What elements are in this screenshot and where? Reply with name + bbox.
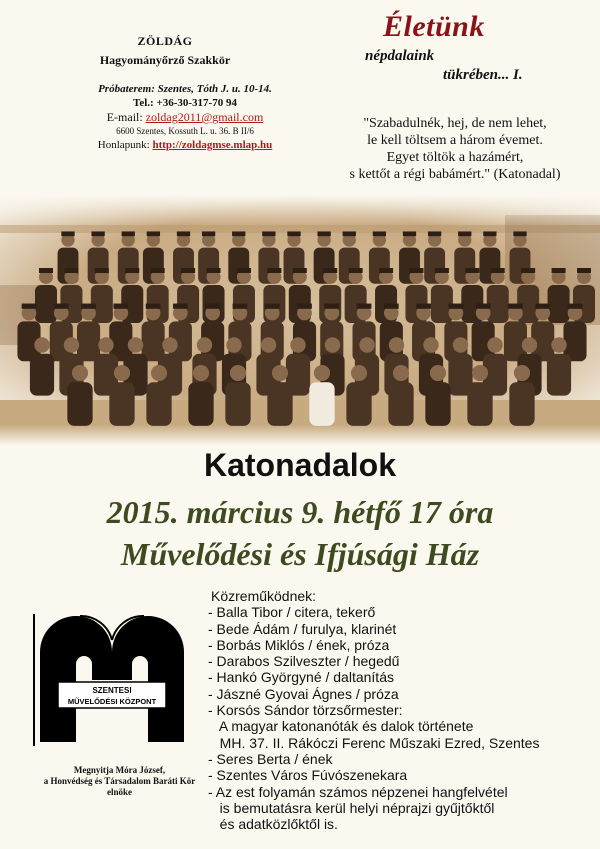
website-line [50,138,320,152]
email-line [50,110,320,124]
performers-items [208,604,593,832]
quote-line: Egyet töltök a hazámért, [386,150,524,165]
event-date: 2015. március 9. hétfő 17 óra [106,494,494,530]
org-name: ZÖLDÁG [137,34,193,48]
email-label: E-mail: [106,110,146,124]
opener-line: elnöke [106,787,132,797]
quote-line: le kell töltsem a három évemet. [367,133,543,148]
email-link[interactable]: zoldag2011@gmail.com [145,110,264,124]
title-line-2: népdalaink [365,48,435,64]
list-item: - Hankó Györgyné / daltanítás [208,669,394,686]
list-item: - Bede Ádám / furulya, klarinét [208,620,397,637]
photo-illustration [0,195,600,445]
logo-text-line-2: MŰVELŐDÉSI KÖZPONT [67,697,157,706]
list-item: - Korsós Sándor törzsőrmester: [208,702,403,719]
list-item: - Borbás Miklós / ének, próza [208,636,390,653]
quote-line: s kettőt a régi babámért." (Katonadal) [349,167,561,182]
list-item: - Darabos Szilveszter / hegedű [208,653,400,670]
event-venue: Művelődési és Ifjúsági Ház [120,536,480,572]
opener-note [32,765,207,798]
performers-heading: Közreműködnek: [211,588,317,604]
logo-mark [32,612,192,752]
opener-line: Megnyitja Móra József, [73,765,166,775]
soldiers-group-photo [0,195,600,445]
quote-line: "Szabadulnék, hej, de nem lehet, [363,116,547,131]
song-quote [320,115,590,183]
website-link[interactable]: http://zoldagmse.mlap.hu [152,139,273,151]
list-item: - Szentes Város Fúvószenekara [208,767,408,784]
logo-text-line-1: SZENTESI [92,686,132,695]
list-item: - Az est folyamán számos népzenei hangfelvétel [208,783,508,800]
org-header [60,34,270,68]
list-item: is bemutatásra kerül helyi néprajzi gyűjtőktől [208,799,495,816]
list-item: - Seres Berta / ének [208,750,333,767]
phone-number: Tel.: +36-30-317-70 94 [133,97,237,109]
website-label: Honlapunk: [97,139,153,151]
contact-block [50,82,320,152]
list-item: és adatközlőktől is. [208,816,338,833]
rehearsal-location: Próbaterem: Szentes, Tóth J. u. 10-14. [98,83,272,95]
list-item: A magyar katonanóták és dalok története [208,718,474,735]
event-title: Katonadalok [203,447,397,483]
poster-title [355,10,575,84]
szentesi-muvelodesi-kozpont-logo [32,612,192,752]
list-item: - Balla Tibor / citera, tekerő [208,604,376,621]
postal-address: 6600 Szentes, Kossuth L. u. 36. B II/6 [116,126,254,136]
title-line-3: tükrében... I. [443,67,523,83]
org-subtitle: Hagyományőrző Szakkör [99,53,231,67]
list-item: - Jászné Gyovai Ágnes / próza [208,685,399,702]
list-item: MH. 37. II. Rákóczi Ferenc Műszaki Ezred, Szentes [208,734,540,751]
performers-list [208,588,593,832]
opener-line: a Honvédség és Társadalom Baráti Kör [43,776,196,786]
title-line-1: Életünk [383,10,485,43]
